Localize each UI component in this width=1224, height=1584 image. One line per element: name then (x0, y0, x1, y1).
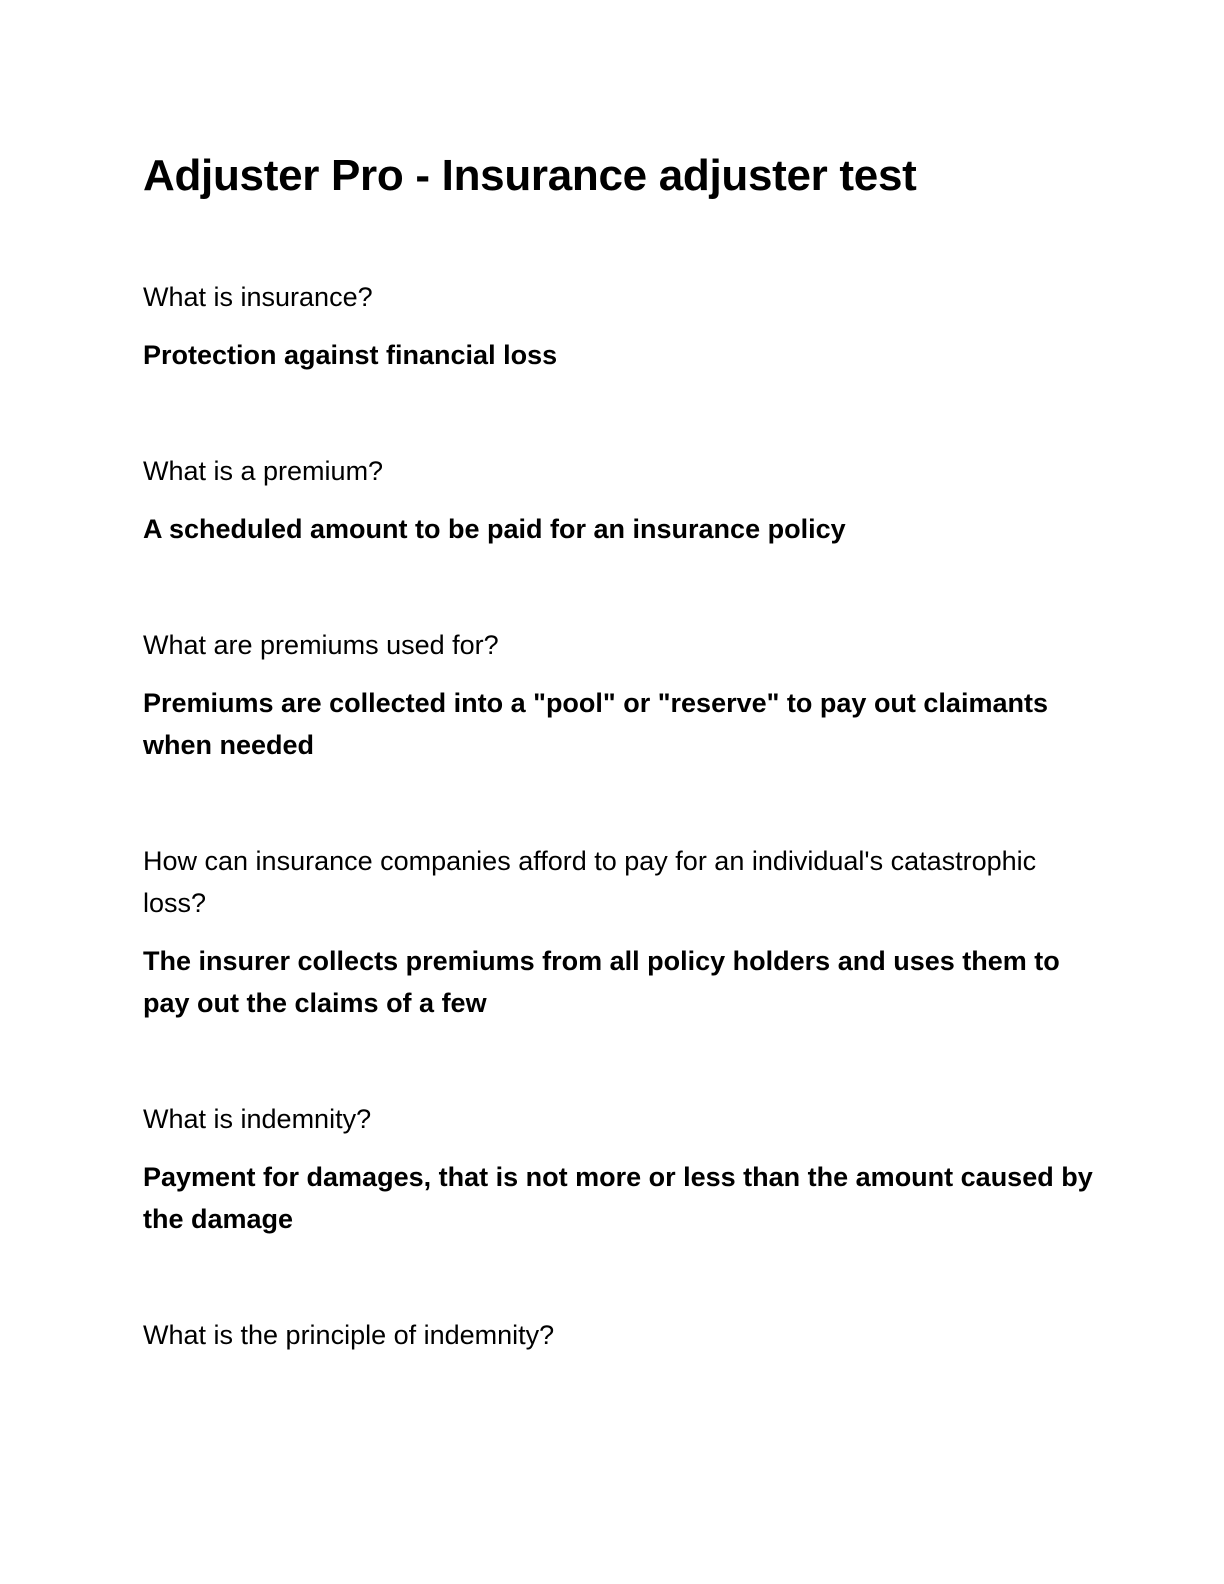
qa-item (143, 276, 1103, 376)
question-text: What is insurance? (143, 282, 373, 312)
answer-text: The insurer collects premiums from all policy holders and uses them to pay out the claims of a few (143, 946, 1060, 1018)
question-text: How can insurance companies afford to pay for an individual's catastrophic loss? (143, 846, 1037, 918)
answer-text: Premiums are collected into a "pool" or "reserve" to pay out claimants when needed (143, 688, 1048, 760)
qa-item (143, 1098, 1103, 1240)
answer-text: A scheduled amount to be paid for an insurance policy (143, 514, 846, 544)
qa-item (143, 1314, 1103, 1356)
question-text: What are premiums used for? (143, 630, 499, 660)
answer-text: Protection against financial loss (143, 340, 558, 370)
document-title: Adjuster Pro - Insurance adjuster test (143, 151, 917, 200)
question-text: What is the principle of indemnity? (143, 1320, 555, 1350)
qa-list (143, 276, 1103, 1356)
answer-text: Payment for damages, that is not more or less than the amount caused by the damage (143, 1162, 1093, 1234)
qa-item (143, 450, 1103, 550)
question-text: What is indemnity? (143, 1104, 372, 1134)
qa-item (143, 840, 1103, 1024)
question-text: What is a premium? (143, 456, 384, 486)
document-page (143, 150, 1103, 1430)
qa-item (143, 624, 1103, 766)
